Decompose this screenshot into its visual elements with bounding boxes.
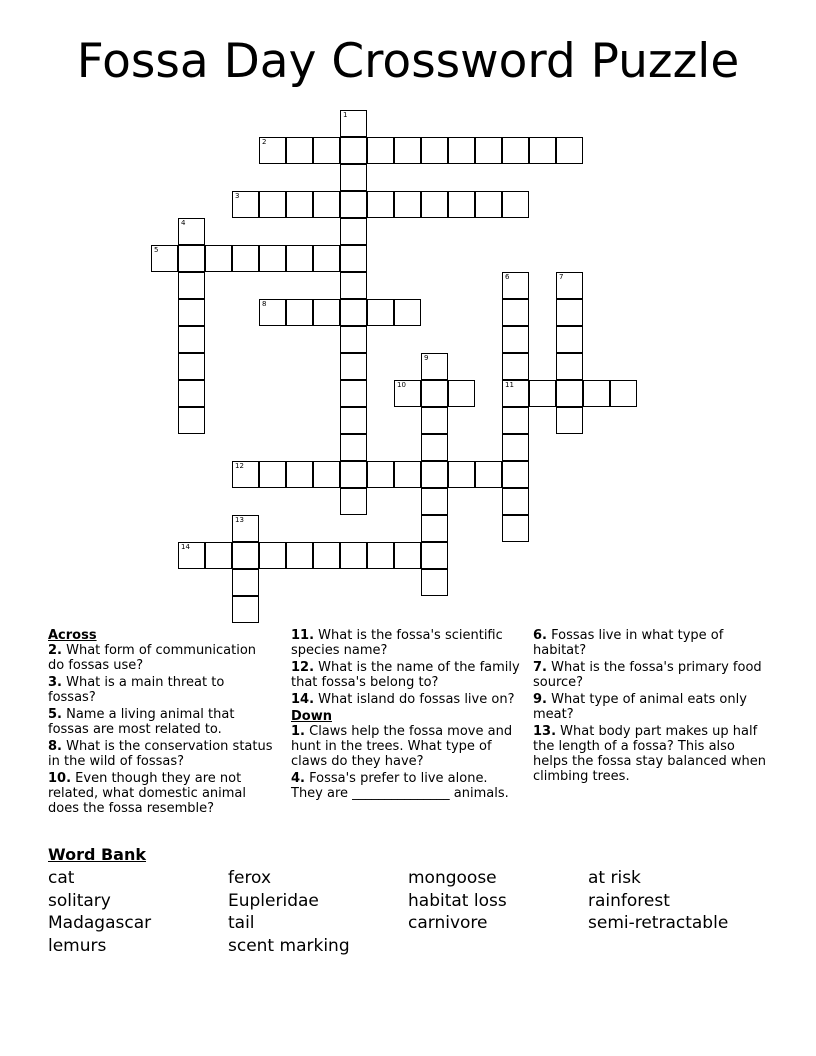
grid-cell[interactable]	[502, 272, 529, 299]
clue-item	[291, 692, 523, 707]
clue-number: 4	[181, 219, 186, 227]
page-title: Fossa Day Crossword Puzzle	[76, 34, 740, 89]
grid-cell[interactable]	[556, 380, 583, 407]
grid-cell[interactable]	[394, 137, 421, 164]
clue-item-number: 9.	[533, 692, 547, 707]
clue-list-down-2	[533, 628, 769, 784]
grid-cell[interactable]	[421, 407, 448, 434]
grid-cell[interactable]	[502, 137, 529, 164]
grid-cell[interactable]	[205, 245, 232, 272]
clue-item-text: Even though they are not related, what domestic animal does the fossa resemble?	[48, 771, 247, 816]
clue-item-number: 13.	[533, 724, 557, 739]
grid-cell[interactable]	[205, 542, 232, 569]
grid-cell[interactable]	[502, 434, 529, 461]
clue-item	[533, 660, 769, 690]
clue-number: 3	[235, 192, 240, 200]
clue-number: 1	[343, 111, 348, 119]
grid-cell[interactable]	[502, 407, 529, 434]
word-bank-item: lemurs	[48, 935, 107, 956]
word-bank-item: tail	[228, 913, 255, 933]
grid-cell[interactable]	[340, 353, 367, 380]
word-bank-item: solitary	[48, 890, 111, 911]
clue-number: 5	[154, 246, 159, 254]
clue-item-number: 5.	[48, 707, 62, 722]
clue-item-number: 3.	[48, 675, 62, 690]
grid-cell[interactable]	[259, 137, 286, 164]
clue-item-text: What is the conservation status in the wild of fossas?	[48, 739, 273, 769]
clue-item-text: What is a main threat to fossas?	[48, 675, 225, 705]
clues-column-2	[291, 628, 523, 803]
grid-cell[interactable]	[178, 542, 205, 569]
clue-item-number: 7.	[533, 660, 547, 675]
grid-cell[interactable]	[340, 299, 367, 326]
clue-item	[533, 628, 769, 658]
grid-cell[interactable]	[475, 191, 502, 218]
clue-item	[291, 724, 523, 769]
grid-cell[interactable]	[340, 272, 367, 299]
grid-cell[interactable]	[394, 191, 421, 218]
grid-cell[interactable]	[502, 461, 529, 488]
clue-number: 12	[235, 462, 244, 470]
grid-cell[interactable]	[394, 299, 421, 326]
clue-item-number: 14.	[291, 692, 315, 707]
grid-cell[interactable]	[421, 353, 448, 380]
clue-item-number: 8.	[48, 739, 62, 754]
word-bank-item: at risk	[588, 868, 641, 888]
grid-cell[interactable]	[178, 326, 205, 353]
grid-cell[interactable]	[367, 542, 394, 569]
grid-cell[interactable]	[556, 326, 583, 353]
grid-cell[interactable]	[340, 461, 367, 488]
grid-cell[interactable]	[259, 299, 286, 326]
clue-item	[48, 675, 273, 705]
grid-cell[interactable]	[178, 245, 205, 272]
clue-item-number: 4.	[291, 771, 305, 786]
grid-cell[interactable]	[340, 434, 367, 461]
grid-cell[interactable]	[313, 461, 340, 488]
grid-cell[interactable]	[286, 542, 313, 569]
grid-cell[interactable]	[421, 542, 448, 569]
grid-cell[interactable]	[313, 191, 340, 218]
grid-cell[interactable]	[502, 326, 529, 353]
clue-item	[291, 771, 523, 801]
clue-item-number: 2.	[48, 643, 62, 658]
grid-cell[interactable]	[421, 461, 448, 488]
grid-cell[interactable]	[421, 434, 448, 461]
grid-cell[interactable]	[394, 380, 421, 407]
grid-cell[interactable]	[340, 137, 367, 164]
clue-item-text: What is the fossa's primary food source?	[533, 660, 762, 690]
clues-column-3	[533, 628, 769, 786]
grid-cell[interactable]	[475, 461, 502, 488]
clue-item-text: Name a living animal that fossas are most related to.	[48, 707, 235, 737]
grid-cell[interactable]	[340, 245, 367, 272]
word-bank-item: semi-retractable	[588, 913, 729, 933]
grid-cell[interactable]	[286, 191, 313, 218]
grid-cell[interactable]	[421, 488, 448, 515]
grid-cell[interactable]	[448, 191, 475, 218]
grid-cell[interactable]	[421, 380, 448, 407]
grid-cell[interactable]	[556, 299, 583, 326]
word-bank-item: rainforest	[588, 890, 670, 911]
grid-cell[interactable]	[259, 542, 286, 569]
clue-item-number: 12.	[291, 660, 315, 675]
clues-column-1	[48, 628, 273, 818]
grid-cell[interactable]	[232, 191, 259, 218]
clue-number: 6	[505, 273, 510, 281]
word-bank-item: habitat loss	[408, 890, 507, 911]
grid-cell[interactable]	[259, 191, 286, 218]
clue-list-down-1	[291, 724, 523, 801]
grid-cell[interactable]	[232, 515, 259, 542]
grid-cell[interactable]	[340, 110, 367, 137]
grid-cell[interactable]	[394, 461, 421, 488]
clue-item-number: 11.	[291, 628, 315, 643]
word-bank-item: Eupleridae	[228, 890, 319, 911]
grid-cell[interactable]	[367, 191, 394, 218]
clue-number: 2	[262, 138, 267, 146]
grid-cell[interactable]	[232, 596, 259, 623]
clue-item	[48, 739, 273, 769]
grid-cell[interactable]	[340, 218, 367, 245]
grid-cell[interactable]	[529, 380, 556, 407]
grid-cell[interactable]	[502, 353, 529, 380]
clue-number: 9	[424, 354, 429, 362]
word-bank-title: Word Bank	[48, 845, 147, 864]
grid-cell[interactable]	[502, 299, 529, 326]
grid-cell[interactable]	[286, 245, 313, 272]
grid-cell[interactable]	[502, 191, 529, 218]
grid-cell[interactable]	[178, 272, 205, 299]
grid-cell[interactable]	[502, 380, 529, 407]
grid-cell[interactable]	[502, 488, 529, 515]
grid-cell[interactable]	[367, 137, 394, 164]
word-bank-item: ferox	[228, 868, 271, 888]
clue-item-text: Fossas live in what type of habitat?	[533, 628, 724, 658]
grid-cell[interactable]	[286, 299, 313, 326]
clue-item-text: What body part makes up half the length of a fossa? This also helps the fossa stay balanced when climbing trees.	[533, 724, 766, 784]
word-bank-item: scent marking	[228, 935, 350, 956]
across-heading: Across	[48, 628, 97, 643]
grid-cell[interactable]	[286, 461, 313, 488]
grid-cell[interactable]	[367, 299, 394, 326]
clue-item-text: Fossa's prefer to live alone. They are _______________ animals.	[291, 771, 509, 801]
clue-number: 14	[181, 543, 190, 551]
clue-number: 7	[559, 273, 564, 281]
word-bank-item: carnivore	[408, 913, 488, 933]
grid-cell[interactable]	[475, 137, 502, 164]
grid-cell[interactable]	[178, 353, 205, 380]
grid-cell[interactable]	[421, 137, 448, 164]
grid-cell[interactable]	[367, 461, 394, 488]
grid-cell[interactable]	[313, 299, 340, 326]
clue-item-text: What type of animal eats only meat?	[533, 692, 747, 722]
grid-cell[interactable]	[448, 380, 475, 407]
grid-cell[interactable]	[421, 569, 448, 596]
clue-number: 10	[397, 381, 406, 389]
clue-number: 11	[505, 381, 514, 389]
grid-cell[interactable]	[259, 461, 286, 488]
grid-cell[interactable]	[556, 272, 583, 299]
clue-number: 13	[235, 516, 244, 524]
clue-list-across-1	[48, 643, 273, 816]
grid-cell[interactable]	[556, 353, 583, 380]
grid-cell[interactable]	[178, 218, 205, 245]
grid-cell[interactable]	[178, 407, 205, 434]
grid-cell[interactable]	[421, 191, 448, 218]
clue-item	[533, 724, 769, 784]
grid-cell[interactable]	[232, 569, 259, 596]
grid-cell[interactable]	[232, 461, 259, 488]
clue-item-text: What is the fossa's scientific species name?	[291, 628, 503, 658]
grid-cell[interactable]	[340, 326, 367, 353]
clue-item-text: What island do fossas live on?	[314, 692, 515, 707]
grid-cell[interactable]	[340, 407, 367, 434]
word-bank-item: cat	[48, 868, 75, 888]
clue-item	[48, 771, 273, 816]
grid-cell[interactable]	[340, 164, 367, 191]
grid-cell[interactable]	[556, 407, 583, 434]
clue-item-number: 1.	[291, 724, 305, 739]
grid-cell[interactable]	[313, 245, 340, 272]
clue-list-across-2	[291, 628, 523, 707]
grid-cell[interactable]	[502, 515, 529, 542]
clue-item-text: What form of communication do fossas use?	[48, 643, 257, 673]
grid-cell[interactable]	[340, 191, 367, 218]
grid-cell[interactable]	[178, 380, 205, 407]
grid-cell[interactable]	[583, 380, 610, 407]
grid-cell[interactable]	[340, 542, 367, 569]
down-heading: Down	[291, 709, 332, 724]
grid-cell[interactable]	[178, 299, 205, 326]
clue-item	[533, 692, 769, 722]
grid-cell[interactable]	[340, 488, 367, 515]
grid-cell[interactable]	[394, 542, 421, 569]
clue-item-text: What is the name of the family that fossa's belong to?	[291, 660, 520, 690]
grid-cell[interactable]	[286, 137, 313, 164]
grid-cell[interactable]	[448, 461, 475, 488]
clue-item-text: Claws help the fossa move and hunt in the trees. What type of claws do they have?	[291, 724, 513, 769]
clue-item	[291, 628, 523, 658]
word-bank-item: Madagascar	[48, 913, 152, 933]
grid-cell[interactable]	[340, 380, 367, 407]
clue-item	[48, 707, 273, 737]
word-bank-item: mongoose	[408, 868, 497, 888]
grid-cell[interactable]	[556, 137, 583, 164]
clue-item	[291, 660, 523, 690]
grid-cell[interactable]	[232, 542, 259, 569]
grid-cell[interactable]	[421, 515, 448, 542]
clue-item	[48, 643, 273, 673]
grid-cell[interactable]	[313, 542, 340, 569]
grid-cell[interactable]	[259, 245, 286, 272]
grid-cell[interactable]	[313, 137, 340, 164]
clue-item-number: 10.	[48, 771, 72, 786]
grid-cell[interactable]	[529, 137, 556, 164]
grid-cell[interactable]	[448, 137, 475, 164]
clue-number: 8	[262, 300, 267, 308]
grid-cell[interactable]	[610, 380, 637, 407]
grid-cell[interactable]	[232, 245, 259, 272]
clue-item-number: 6.	[533, 628, 547, 643]
grid-cell[interactable]	[151, 245, 178, 272]
